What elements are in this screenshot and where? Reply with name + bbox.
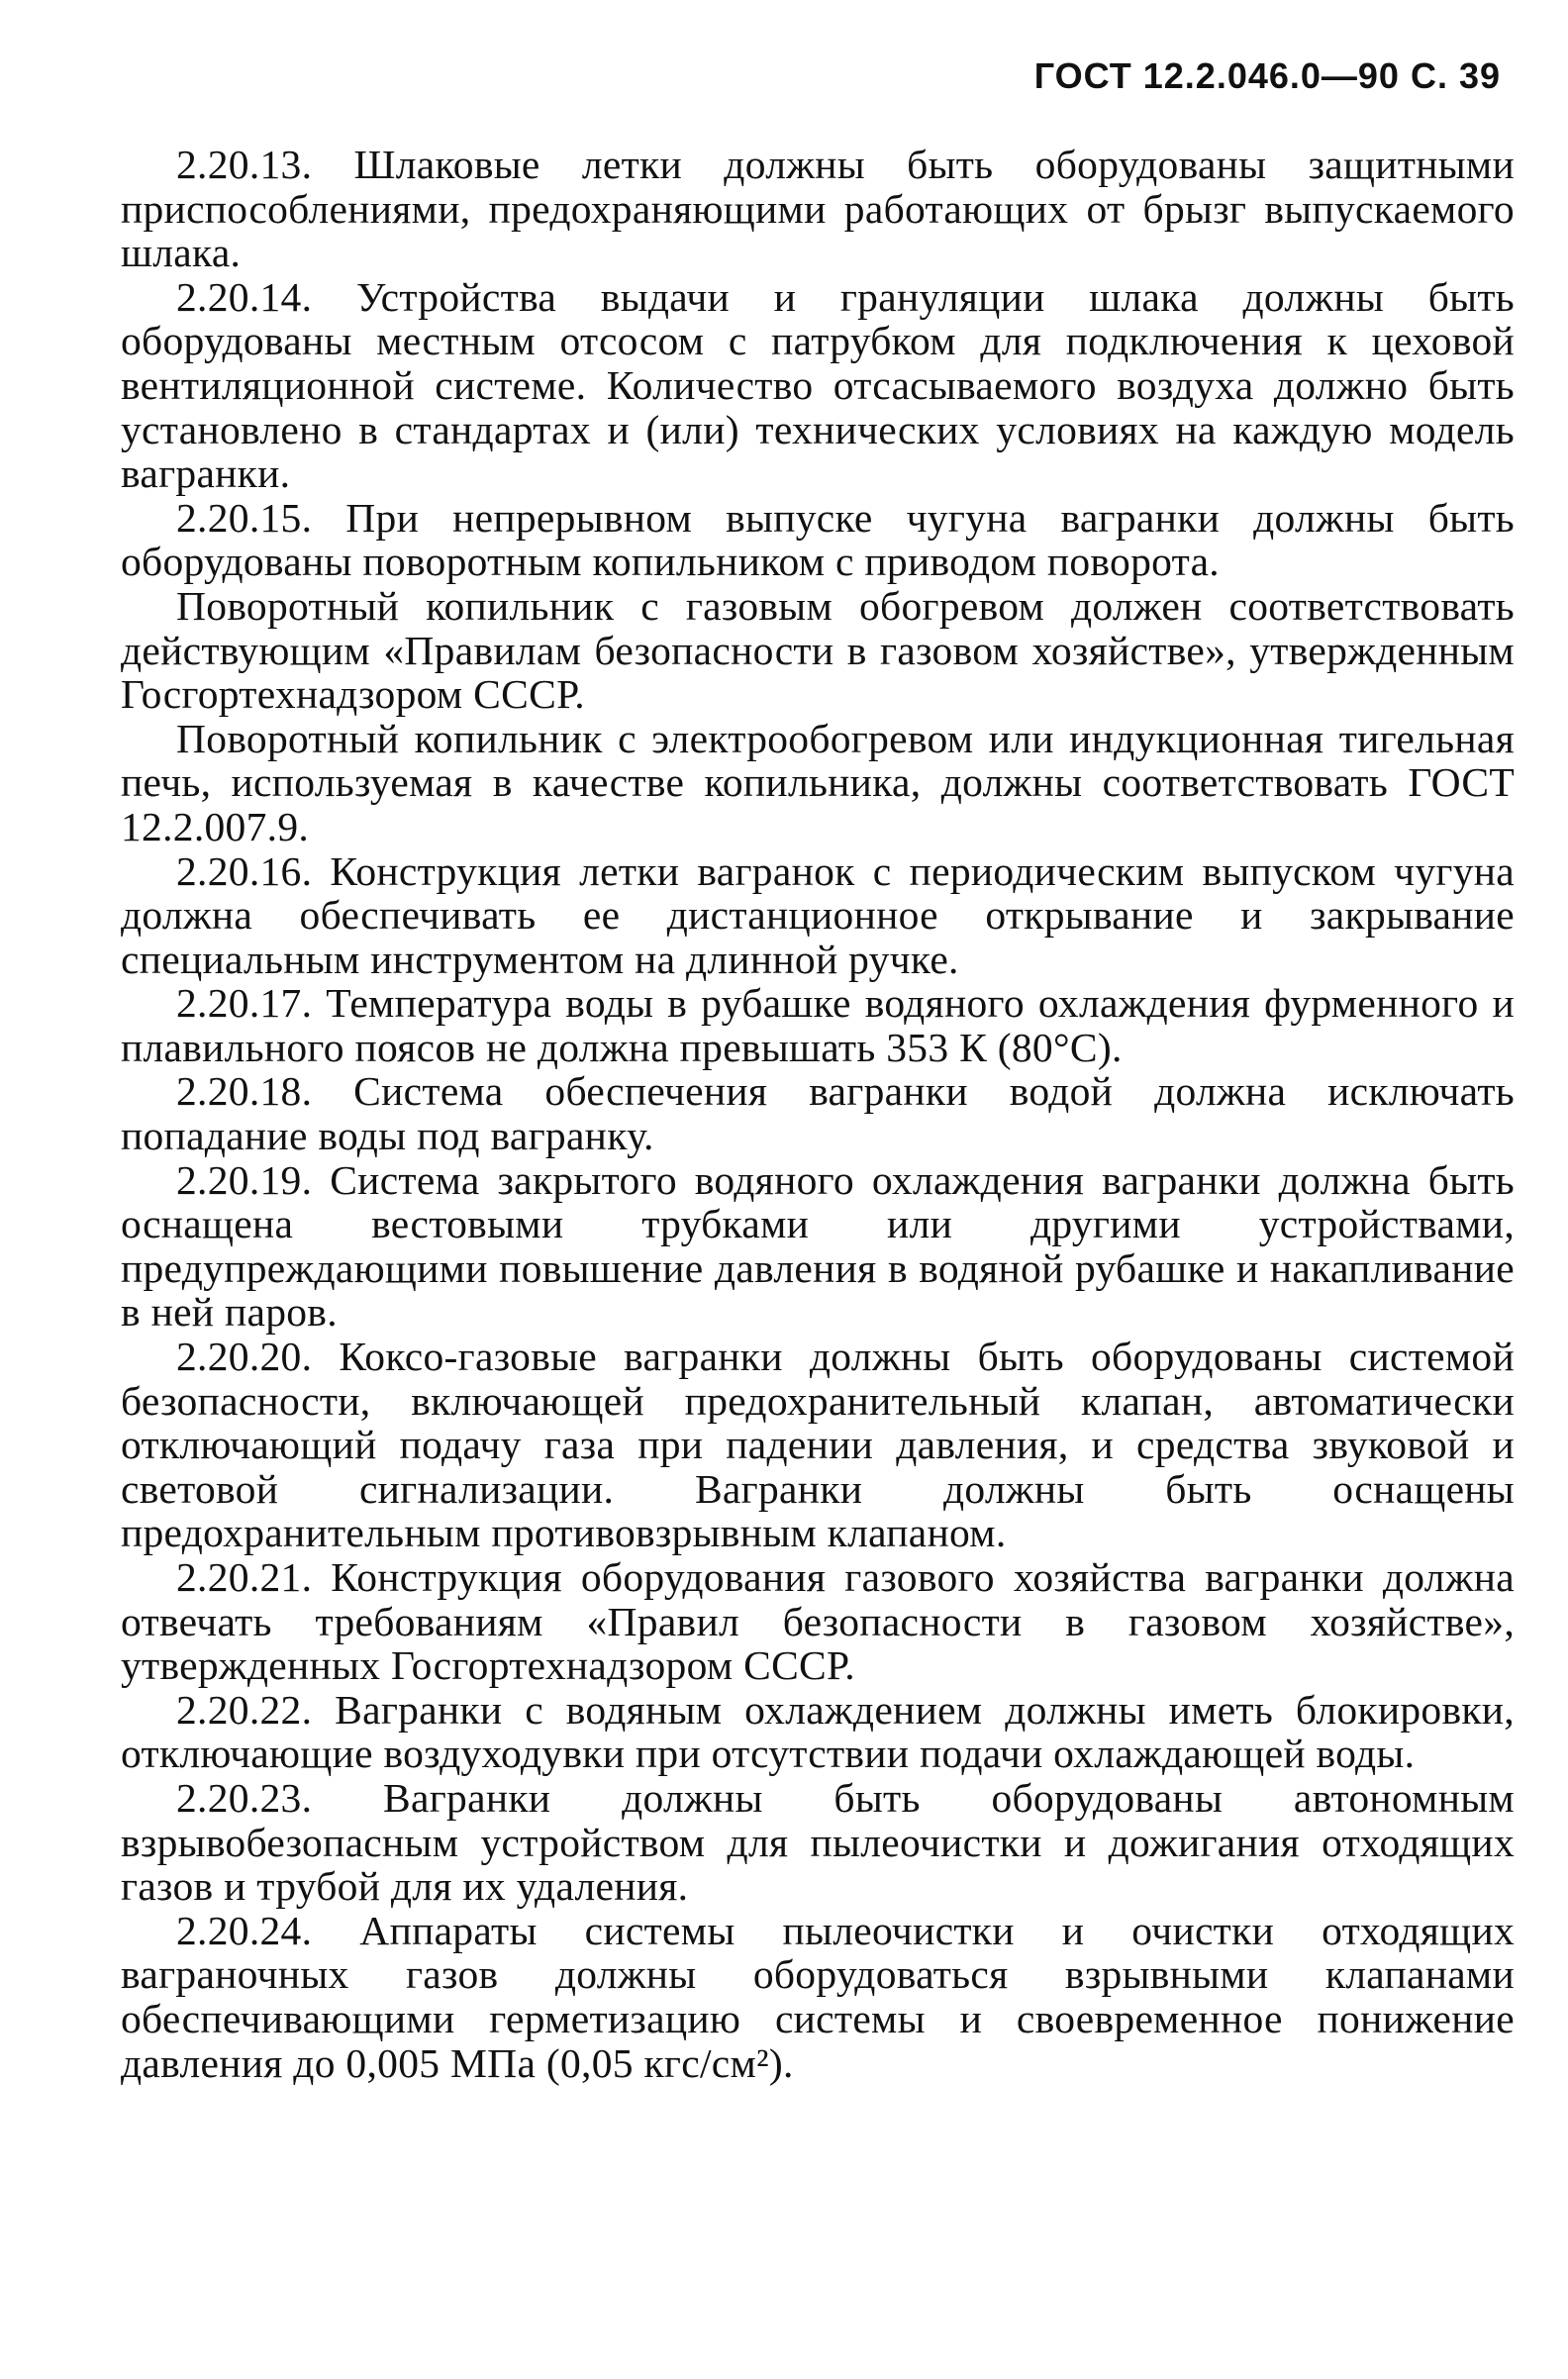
paragraph-2-20-14: 2.20.14. Устройства выдачи и грануляции шлака должны быть оборудованы местным отсосом с патрубком для подключения к цеховой вентиляционной системе. Количество отсасываемого воздуха должно быть установлено в стандартах и (или) технических условиях на каждую модель вагранки. — [121, 273, 1515, 497]
page-header: ГОСТ 12.2.046.0—90 С. 39 — [1033, 55, 1501, 96]
paragraph-electric-ladle: Поворотный копильник с электрообогревом или индукционная тигельная печь, используемая в качестве копильника, должны соответствовать ГОСТ 12.2.007.9. — [121, 715, 1515, 849]
paragraph-2-20-13: 2.20.13. Шлаковые летки должны быть оборудованы защитными приспособлениями, предохраняющими работающих от брызг выпускаемого шлака. — [121, 142, 1515, 276]
paragraph-2-20-20: 2.20.20. Коксо-газовые вагранки должны быть оборудованы системой безопасности, включающей предохранительный клапан, автоматически отключающий подачу газа при падении давления, и средства звуковой и световой сигнализации. Вагранки должны быть оснащены предохранительным противовзрывным клапаном. — [121, 1334, 1515, 1556]
paragraph-gas-heated-ladle: Поворотный копильник с газовым обогревом должен соответствовать действующим «Правилам безопасности в газовом хозяйстве», утвержденным Госгортехнадзором СССР. — [121, 582, 1515, 718]
paragraph-2-20-22: 2.20.22. Вагранки с водяным охлаждением должны иметь блокировки, отключающие воздуходувки при отсутствии подачи охлаждающей воды. — [121, 1686, 1515, 1777]
paragraph-2-20-24: 2.20.24. Аппараты системы пылеочистки и очистки отходящих ваграночных газов должны оборудоваться взрывными клапанами обеспечивающими герметизацию системы и своевременное понижение давления до 0,005 МПа (0,05 кгс/см²). — [121, 1907, 1515, 2086]
paragraph-2-20-15: 2.20.15. При непрерывном выпуске чугуна вагранки должны быть оборудованы поворотным копильником с приводом поворота. — [121, 494, 1515, 585]
document-body — [121, 143, 1515, 2085]
paragraph-2-20-17: 2.20.17. Температура воды в рубашке водяного охлаждения фурменного и плавильного поясов не должна превышать 353 К (80°С). — [121, 980, 1515, 1070]
paragraph-2-20-18: 2.20.18. Система обеспечения вагранки водой должна исключать попадание воды под вагранку. — [121, 1068, 1515, 1159]
paragraph-2-20-16: 2.20.16. Конструкция летки вагранок с периодическим выпуском чугуна должна обеспечивать ее дистанционное открывание и закрывание специальным инструментом на длинной ручке. — [121, 847, 1515, 982]
paragraph-2-20-21: 2.20.21. Конструкция оборудования газового хозяйства вагранки должна отвечать требованиям «Правил безопасности в газовом хозяйстве», утвержденных Госгортехнадзором СССР. — [121, 1554, 1515, 1689]
paragraph-2-20-19: 2.20.19. Система закрытого водяного охлаждения вагранки должна быть оснащена вестовыми трубками или другими устройствами, предупреждающими повышение давления в водяной рубашке и накапливание в ней паров. — [121, 1156, 1515, 1336]
paragraph-2-20-23: 2.20.23. Вагранки должны быть оборудованы автономным взрывобезопасным устройством для пылеочистки и дожигания отходящих газов и трубой для их удаления. — [121, 1774, 1515, 1910]
